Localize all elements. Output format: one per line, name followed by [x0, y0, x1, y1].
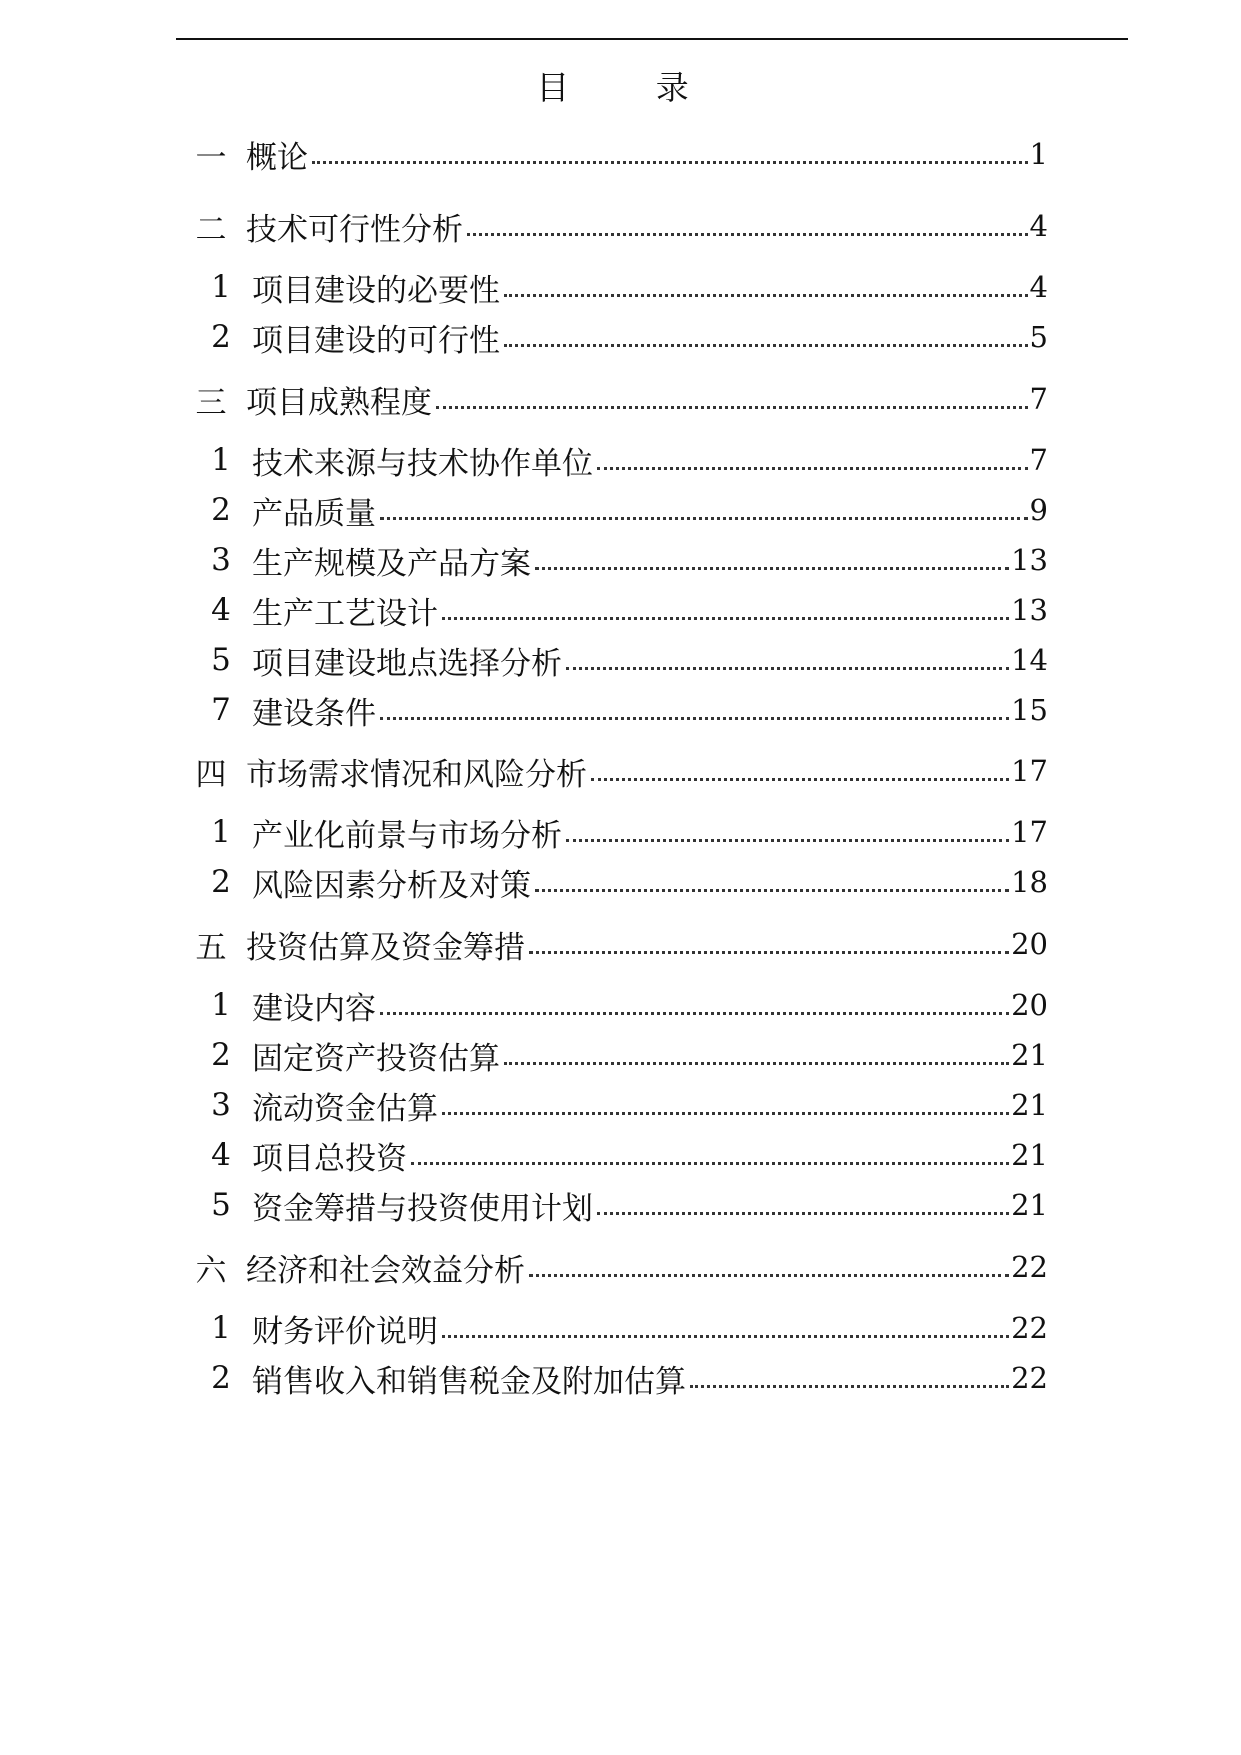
toc-page-number: 4 — [1029, 270, 1048, 304]
toc-section-entry[interactable] — [176, 313, 1048, 361]
toc-entry-label: 固定资产投资估算 — [252, 1040, 500, 1077]
toc-entry-number: 5 — [211, 1187, 231, 1223]
toc-section-entry[interactable] — [176, 586, 1048, 634]
toc-entry-number: 1 — [211, 1310, 231, 1346]
toc-entry-number: 2 — [211, 492, 231, 528]
toc-section-entry[interactable] — [176, 1031, 1048, 1079]
toc-entry-label: 风险因素分析及对策 — [252, 867, 531, 904]
toc-page-number: 20 — [1011, 927, 1048, 961]
toc-entry-number: 五 — [195, 929, 227, 966]
dot-leader — [566, 667, 1009, 670]
toc-chapter-entry[interactable] — [176, 747, 1048, 795]
toc-entry-label: 财务评价说明 — [252, 1313, 438, 1350]
toc-entry-label: 项目成熟程度 — [246, 384, 432, 421]
toc-section-entry[interactable] — [176, 858, 1048, 906]
toc-page-number: 13 — [1011, 543, 1048, 577]
dot-leader — [504, 344, 1028, 347]
toc-section-entry[interactable] — [176, 1304, 1048, 1352]
toc-page-number: 20 — [1011, 988, 1048, 1022]
toc-page-number: 21 — [1011, 1088, 1048, 1122]
toc-entry-number: 三 — [195, 384, 227, 421]
dot-leader — [380, 717, 1009, 720]
dot-leader — [535, 889, 1009, 892]
dot-leader — [467, 233, 1028, 236]
toc-page-number: 14 — [1011, 643, 1048, 677]
dot-leader — [591, 778, 1009, 781]
toc-entry-label: 产品质量 — [252, 495, 376, 532]
toc-chapter-entry[interactable] — [176, 130, 1048, 178]
toc-entry-number: 2 — [211, 319, 231, 355]
toc-entry-number: 1 — [211, 442, 231, 478]
toc-entry-label: 销售收入和销售税金及附加估算 — [252, 1363, 686, 1400]
toc-entry-label: 建设内容 — [252, 990, 376, 1027]
toc-page-number: 22 — [1011, 1361, 1048, 1395]
toc-entry-number: 一 — [195, 139, 227, 176]
dot-leader — [312, 161, 1028, 164]
toc-section-entry[interactable] — [176, 1354, 1048, 1402]
toc-page-number: 9 — [1029, 493, 1048, 527]
toc-entry-label: 产业化前景与市场分析 — [252, 817, 562, 854]
toc-entry-number: 1 — [211, 269, 231, 305]
toc-entry-label: 投资估算及资金筹措 — [246, 929, 525, 966]
toc-entry-number: 3 — [211, 542, 231, 578]
toc-page-number: 1 — [1029, 137, 1048, 171]
toc-entry-number: 六 — [195, 1252, 227, 1289]
toc-chapter-entry[interactable] — [176, 1243, 1048, 1291]
toc-page-number: 21 — [1011, 1188, 1048, 1222]
toc-entry-number: 3 — [211, 1087, 231, 1123]
toc-section-entry[interactable] — [176, 263, 1048, 311]
toc-section-entry[interactable] — [176, 981, 1048, 1029]
toc-page-number: 22 — [1011, 1311, 1048, 1345]
toc-entry-label: 生产工艺设计 — [252, 595, 438, 632]
toc-entry-label: 建设条件 — [252, 695, 376, 732]
toc-entry-number: 2 — [211, 864, 231, 900]
toc-entry-label: 技术来源与技术协作单位 — [252, 445, 593, 482]
toc-page-number: 22 — [1011, 1250, 1048, 1284]
dot-leader — [411, 1162, 1009, 1165]
toc-entry-label: 项目建设的可行性 — [252, 322, 500, 359]
toc-section-entry[interactable] — [176, 686, 1048, 734]
toc-page-number: 15 — [1011, 693, 1048, 727]
toc-section-entry[interactable] — [176, 1131, 1048, 1179]
toc-chapter-entry[interactable] — [176, 920, 1048, 968]
toc-page-number: 21 — [1011, 1038, 1048, 1072]
toc-section-entry[interactable] — [176, 636, 1048, 684]
dot-leader — [690, 1385, 1009, 1388]
toc-entry-number: 四 — [195, 756, 227, 793]
toc-entry-label: 资金筹措与投资使用计划 — [252, 1190, 593, 1227]
toc-entry-label: 项目建设地点选择分析 — [252, 645, 562, 682]
toc-entry-number: 7 — [211, 692, 231, 728]
toc-entry-number: 1 — [211, 987, 231, 1023]
toc-entry-number: 5 — [211, 642, 231, 678]
dot-leader — [529, 951, 1009, 954]
toc-section-entry[interactable] — [176, 1181, 1048, 1229]
dot-leader — [442, 1112, 1009, 1115]
dot-leader — [442, 1335, 1009, 1338]
toc-page-number: 5 — [1029, 320, 1048, 354]
toc-entry-number: 4 — [211, 1137, 231, 1173]
toc-entry-label: 市场需求情况和风险分析 — [246, 756, 587, 793]
dot-leader — [535, 567, 1009, 570]
toc-page-number: 17 — [1011, 754, 1048, 788]
toc-section-entry[interactable] — [176, 486, 1048, 534]
dot-leader — [442, 617, 1009, 620]
toc-title: 目 录 — [536, 68, 727, 107]
toc-entry-number: 1 — [211, 814, 231, 850]
toc-page-number: 21 — [1011, 1138, 1048, 1172]
toc-section-entry[interactable] — [176, 808, 1048, 856]
toc-entry-label: 经济和社会效益分析 — [246, 1252, 525, 1289]
toc-entry-number: 2 — [211, 1037, 231, 1073]
dot-leader — [529, 1274, 1009, 1277]
toc-entry-label: 概论 — [246, 139, 308, 176]
toc-entry-label: 项目建设的必要性 — [252, 272, 500, 309]
dot-leader — [380, 1012, 1009, 1015]
toc-entry-label: 项目总投资 — [252, 1140, 407, 1177]
toc-entry-number: 二 — [195, 211, 227, 248]
toc-section-entry[interactable] — [176, 436, 1048, 484]
toc-entry-label: 生产规模及产品方案 — [252, 545, 531, 582]
toc-page-number: 7 — [1029, 382, 1048, 416]
dot-leader — [566, 839, 1009, 842]
dot-leader — [597, 467, 1028, 470]
toc-section-entry[interactable] — [176, 1081, 1048, 1129]
dot-leader — [504, 1062, 1009, 1065]
toc-page-number: 18 — [1011, 865, 1048, 899]
dot-leader — [504, 294, 1028, 297]
dot-leader — [380, 517, 1028, 520]
dot-leader — [436, 406, 1028, 409]
toc-entry-number: 2 — [211, 1360, 231, 1396]
toc-chapter-entry[interactable] — [176, 375, 1048, 423]
dot-leader — [597, 1212, 1009, 1215]
toc-page-number: 4 — [1029, 209, 1048, 243]
toc-page-number: 17 — [1011, 815, 1048, 849]
toc-chapter-entry[interactable] — [176, 202, 1048, 250]
toc-entry-label: 流动资金估算 — [252, 1090, 438, 1127]
toc-entry-number: 4 — [211, 592, 231, 628]
toc-entry-label: 技术可行性分析 — [246, 211, 463, 248]
toc-page-number: 13 — [1011, 593, 1048, 627]
toc-section-entry[interactable] — [176, 536, 1048, 584]
toc-page-number: 7 — [1029, 443, 1048, 477]
